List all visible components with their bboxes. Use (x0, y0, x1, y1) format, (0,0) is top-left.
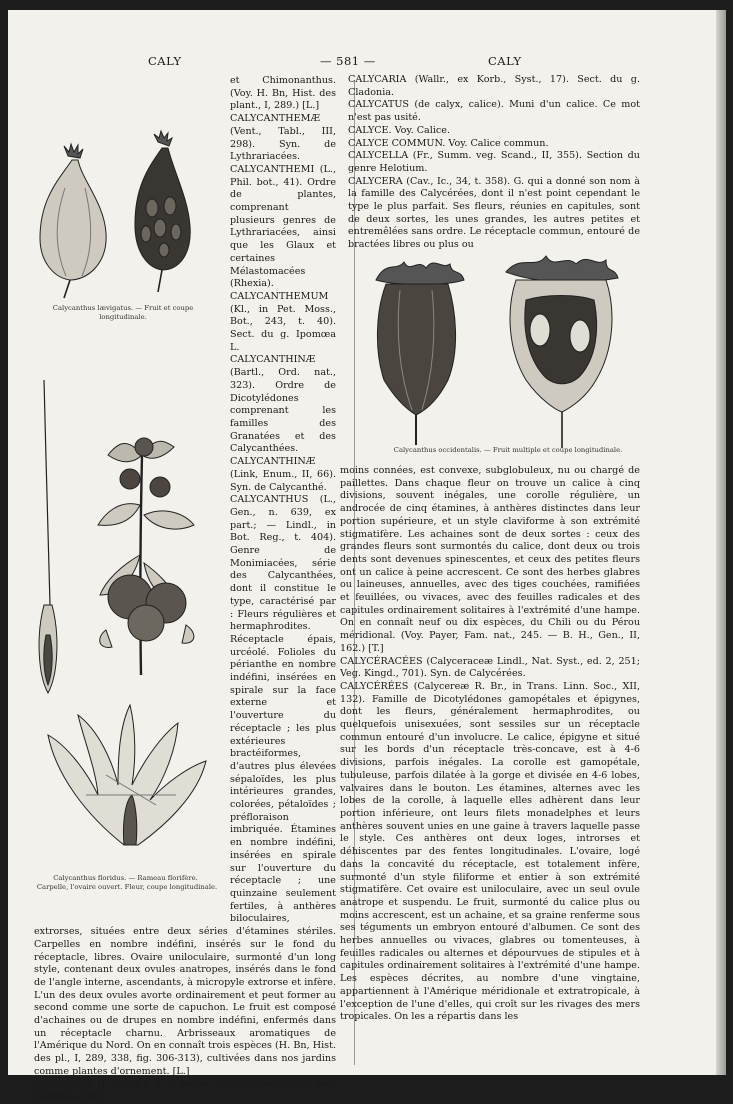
entry-13: CALYCELLA (Fr., Summ. veg. Scand., II, 355). Section du genre Helotium. (348, 150, 640, 174)
entry-10: CALYCATUS (de calyx, calice). Muni d'un calice. Ce mot n'est pas usité. (348, 99, 640, 124)
left-column (34, 74, 336, 1104)
entry-15: moins connées, est convexe, subglobuleux, nu ou chargé de paillettes. Dans chaque fleur on trouve un calice à cinq divisions, souvent inégales, une corolle régulière, un androcée de cinq étamines, à anthères distinctes dans leur portion supérieure, et un style claviforme à son extrémité stigmatifère. Les achaines sont de deux sortes : ceux des grandes fleurs sont surmontés du calice, dont deux ou trois dents sont devenues spinescentes, et ceux des petites fleurs ont un calice à peine accrescent. Ce sont des herbes glabres ou laineuses, annuelles, avec des tiges couchées, ramifiées et feuillées, ou vivaces, avec des feuilles radicales et des capitules ordinairement solitaires à l'extrémité d'une hampe. On en connaît neuf ou dix espèces, du Chili ou du Pérou méridional. (Voy. Payer, Fam. nat., 245. — B. H., Gen., II, 162.) [T.] (340, 465, 640, 654)
scan-edge (716, 10, 726, 1075)
entry-3: CALYCANTHEMI (L., Phil. bot., 41). Ordre de plantes, comprenant plusieurs genres de Lythrariacées, ainsi que les Glaux et certaines Mélastomacées (Rhexia). (230, 163, 336, 290)
entry-16: CALYCÉRACÉES (Calyceraceæ Lindl., Nat. Syst., ed. 2, 251; Veg. Kingd., 701). Syn. de Calycérées. (340, 655, 640, 680)
entry-2: CALYCANTHEMÆ (Vent., Tabl., III, 298). Syn. de Lythrariacées. (230, 113, 336, 163)
running-head-right: CALY (488, 54, 522, 68)
entry-4: CALYCANTHEMUM (Kl., in Pet. Moss., Bot., 243, t. 40). Sect. du g. Ipomœa L. (230, 290, 336, 353)
entry-17: CALYCÉRÉES (Calycereæ R. Br., in Trans. Linn. Soc., XII, 132). Famille de Dicotylédones gamopétales et épigynes, dont les fleurs, généralement hermaphrodites, ou quelquefois unisexuées, sont sessiles sur un réceptacle commun entouré d'un involucre. Le calice, épigyne et situé sur les bords d'un réceptacle très-concave, est à 4-6 divisions, parfois inégales. La corolle est gamopétale, tubuleuse, parfois dilatée à la gorge et divisée en 4-6 lobes, valvaires dans le bouton. Les étamines, alternes avec les lobes de la corolle, à laquelle elles adhèrent dans leur portion inférieure, ont leurs filets monadelphes et leurs anthères souvent unies en une gaine à travers laquelle passe le style. Ces anthères ont deux loges, introrses et déhiscentes par des fentes longitudinales. L'ovaire, logé dans la concavité du réceptacle, est totalement infère, surmonté d'un style filiforme et entier à son extrémité stigmatifère. Cet ovaire est uniloculaire, avec un seul ovule anatrope et suspendu. Le fruit, surmonté du calice plus ou moins accrescent, est un achaine, et sa graine renferme sous ses téguments un embryon entouré d'albumen. Ce sont des herbes annuelles ou vivaces, glabres ou tomenteuses, à feuilles radicales ou alternes et dépourvues de stipules et à capitules ordinairement solitaires à l'extrémité d'une hampe. Les espèces décrites, au nombre d'une vingtaine, appartiennent à l'Amérique méridionale et extratropicale, à l'exception de l'une d'elles, qui croît sur les rivages des mers tropicales. On les a répartis dans les (340, 680, 640, 1023)
entry-7: CALYCANTHUS (L., Gen., n. 639, ex part.; — Lindl., in Bot. Reg., t. 404). Genre de Monimiacées, série des Calycanthées, dont il constitue le type, caractérisé par : Fleurs régulières et hermaphrodites. Réceptacle épais, urcéolé. Folioles du périanthe en nombre indéfini, insérées en spirale sur la face externe et l'ouverture du réceptacle ; les plus extérieures bractéiformes, d'autres plus élevées sépaloïdes, les plus intérieures grandes, colorées, pétaloïdes ; préfloraison imbriquée. Étamines en nombre indéfini, insérées en spirale sur l'ouverture du réceptacle ; une quinzaine seulement fertiles, à anthères biloculaires, extrorses, situées entre deux séries d'étamines stériles. Carpelles en nombre indéfini, insérés sur le fond du réceptacle, libres. Ovaire uniloculaire, surmonté d'un long style, contenant deux ovules anatropes, insérés dans le fond de l'angle interne, ascendants, à micropyle extrorse et infère. L'un des deux ovules avorte ordinairement et peut former au second comme une sorte de capuchon. Le fruit est composé d'achaines ou de drupes en nombre indéfini, enfermés dans un réceptacle charnu. Arbrisseaux aromatiques de l'Amérique du Nord. On en connaît trois espèces (H. Bn, Hist. des pl., I, 289, 338, fig. 306-313), cultivées dans nos jardins comme plantes d'ornement. [L.] (34, 494, 336, 1077)
page-number: — 581 — (320, 54, 376, 68)
entry-5: CALYCANTHINÆ (Bartl., Ord. nat., 323). Ordre de Dicotylédones comprenant les familles des Granatées et des Calycanthées. (230, 354, 336, 455)
entry-1: et Chimonanthus. (Voy. H. Bn, Hist. des plant., I, 289.) [L.] (230, 75, 336, 112)
entry-12: CALYCE COMMUN. Voy. Calice commun. (348, 137, 549, 149)
entry-11: CALYCE. Voy. Calice. (348, 124, 450, 136)
caption-fig3: Calycanthus occidentalis. — Fruit multiple et coupe longitudinale. (393, 446, 623, 454)
right-column-top (348, 74, 640, 252)
right-column-bottom (340, 465, 640, 1024)
caption-fig2-line1: Calycanthus floridus. — Rameau florifère. (53, 874, 198, 882)
entry-14: CALYCERA (Cav., Ic., 34, t. 358). G. qui a donné son nom à la famille des Calycérées, dont il n'est point cependant le type le plus parfait. Ses fleurs, réunies en capitules, sont de deux sortes, les unes grandes, les autres petites et entremêlées sans ordre. Le réceptacle commun, entouré de bractées libres ou plus ou (348, 175, 640, 251)
dictionary-page (8, 10, 726, 1103)
figure-calycanthus-occidentalis (356, 250, 656, 450)
entry-6: CALYCANTHINÆ (Link, Enum., II, 66). Syn. de Calycanthé. (230, 456, 336, 493)
running-head-left: CALY (148, 54, 182, 68)
entry-9: CALYCARIA (Wallr., ex Korb., Syst., 17). Sect. du g. Cladonia. (348, 74, 640, 98)
caption-fig2-line2: Carpelle, l'ovaire ouvert. Fleur, coupe longitudinale. (36, 883, 218, 891)
caption-fig1: Calycanthus lævigatus. — Fruit et coupe longitudinale. (52, 304, 194, 321)
entry-8: CALYCARIA (J. Muell.). A la même signification que le mot Cladonia. [N.] (34, 1078, 336, 1103)
